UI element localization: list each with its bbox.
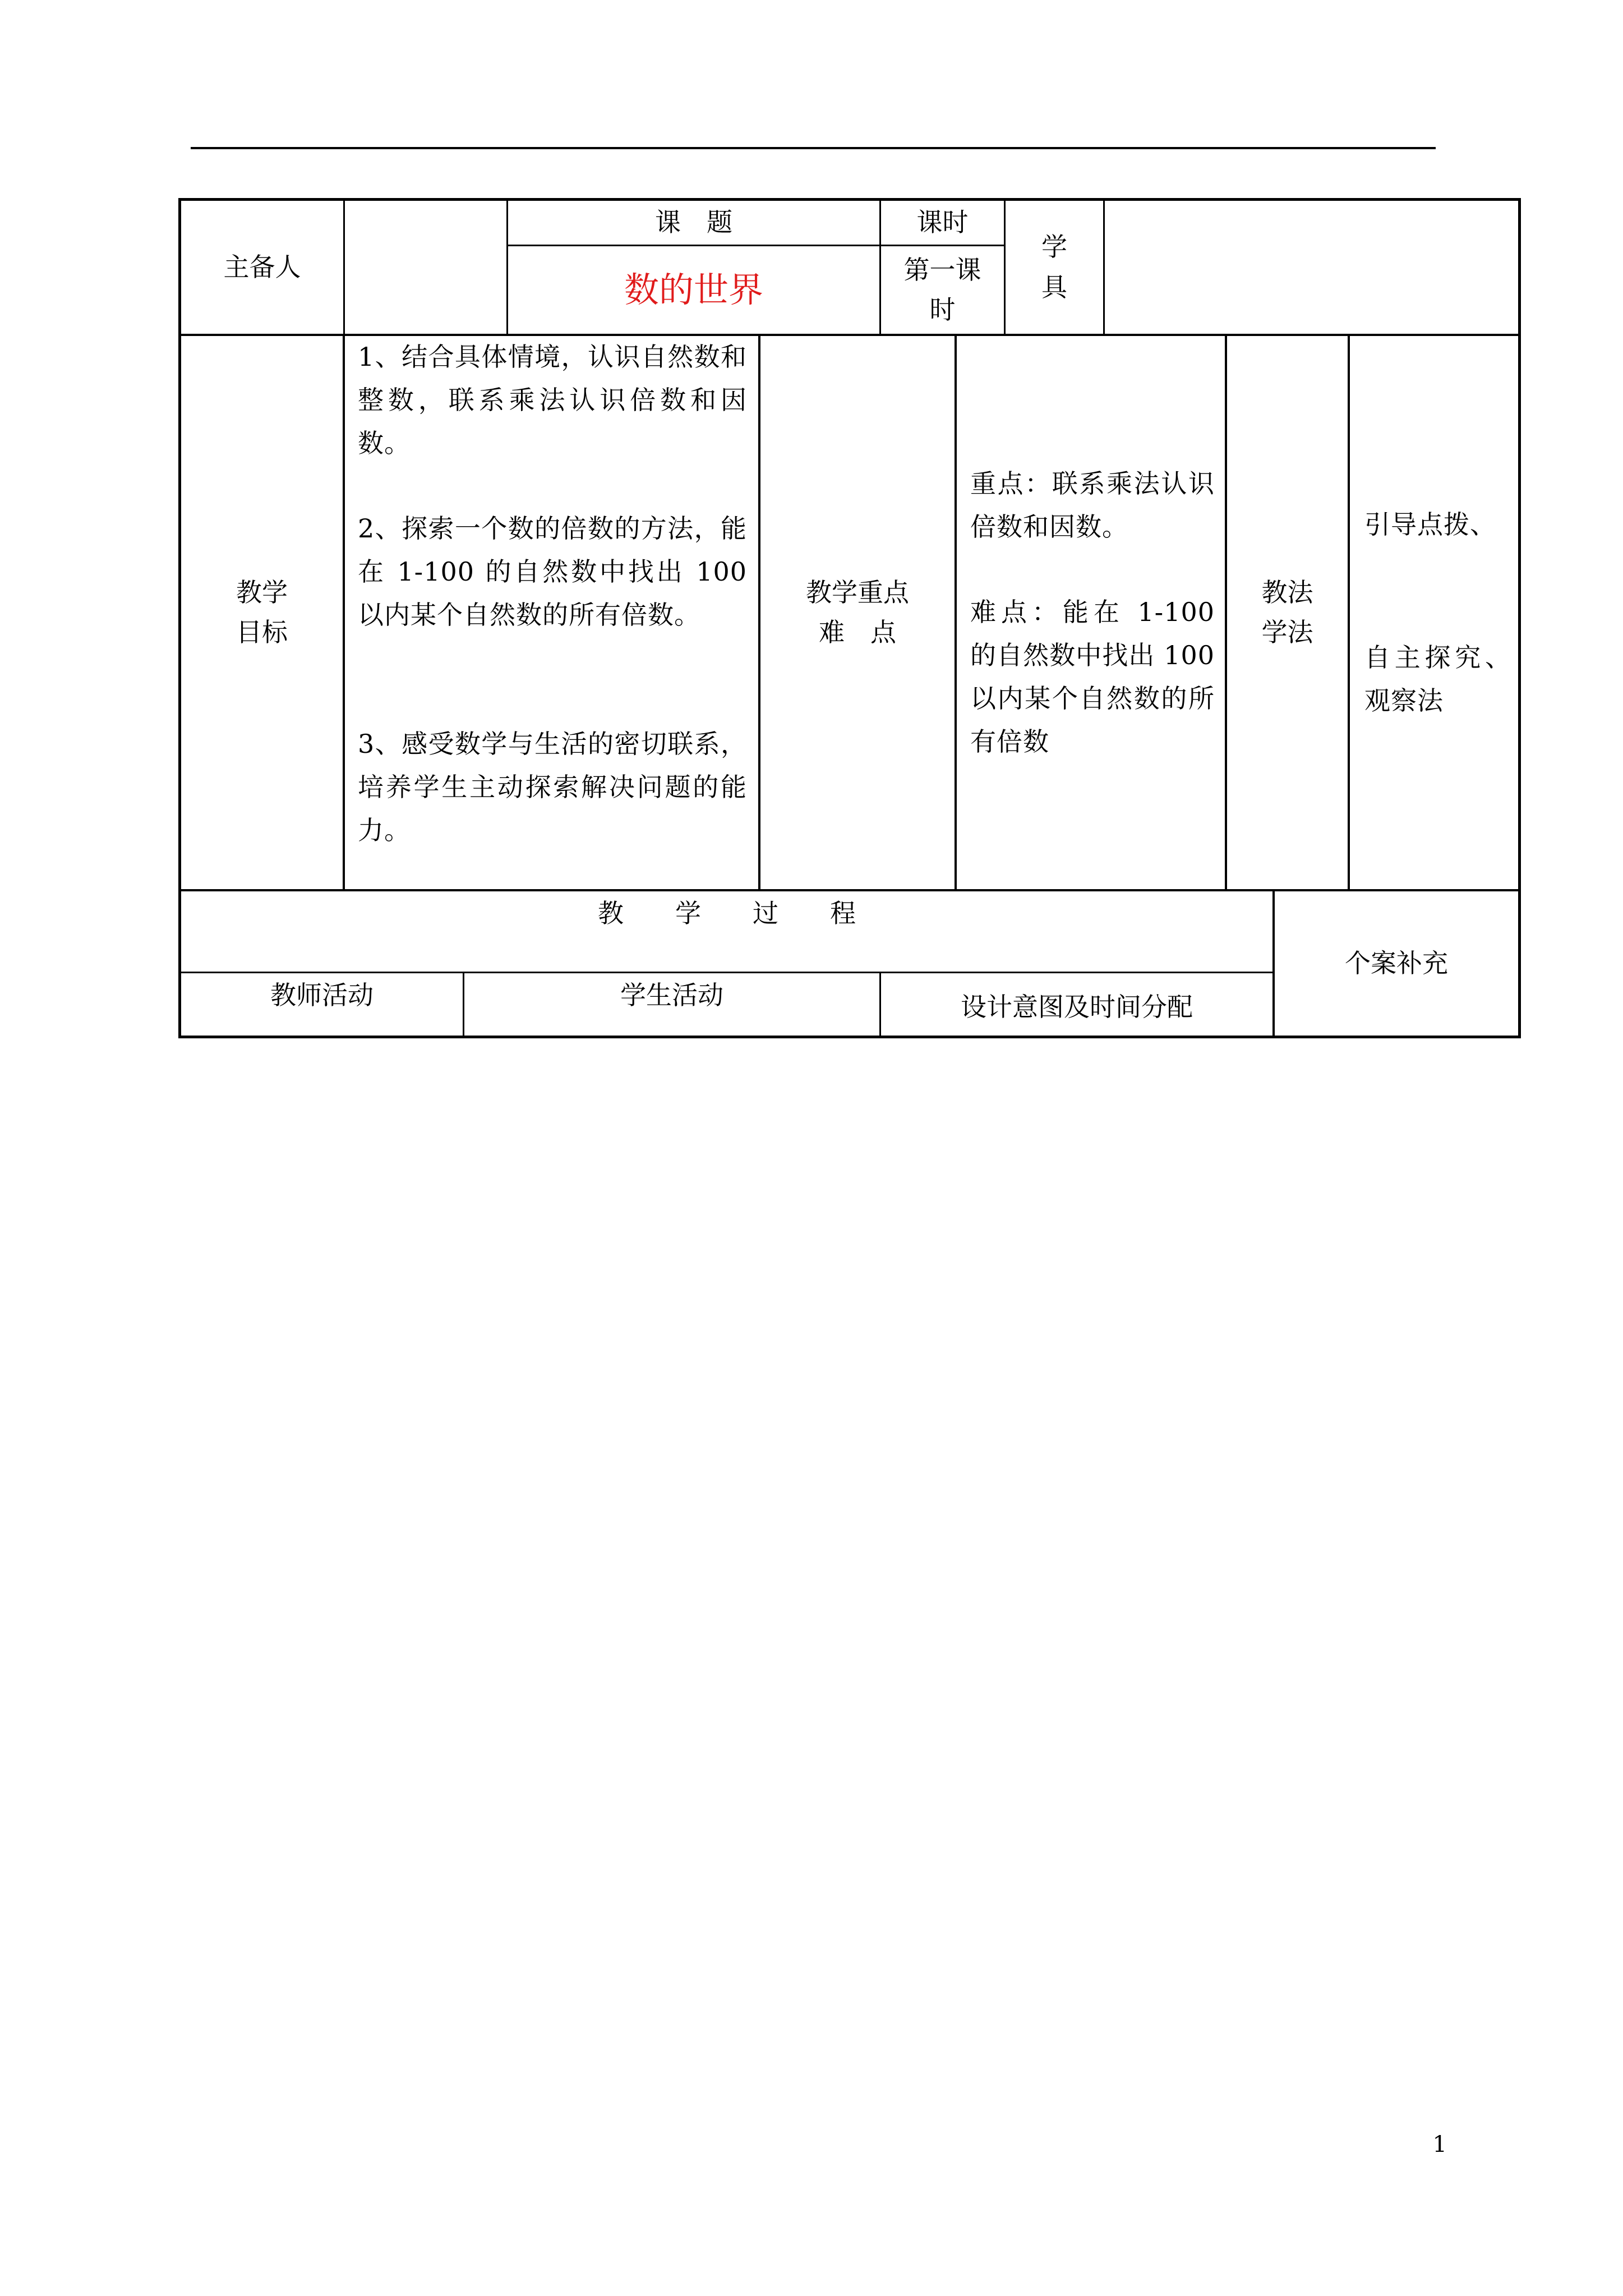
objective-item-1: 1、结合具体情境，认识自然数和整数，联系乘法认识倍数和因数。 — [358, 342, 747, 458]
objective-item-2: 2、探索一个数的倍数的方法，能在 1-100 的自然数中找出 100 以内某个自然数的所有倍数。 — [358, 513, 747, 630]
header-rule — [191, 147, 1436, 149]
table-border-bottom — [178, 1036, 1521, 1038]
process-title: 教 学 过 程 — [598, 898, 856, 929]
row2-col-e — [1348, 334, 1350, 890]
topic-label: 课 题 — [655, 207, 732, 238]
table-border-right — [1518, 198, 1521, 1038]
page-number: 1 — [1432, 2132, 1447, 2157]
methods-label: 教法 学法 — [1261, 577, 1313, 647]
period-label: 课时 — [916, 207, 969, 238]
keypoints-focus: 重点：联系乘法认识倍数和因数。 — [970, 468, 1215, 542]
period-value: 第一课 时 — [903, 254, 981, 325]
keypoints-label: 教学重点 难 点 — [806, 577, 909, 647]
student-activity-header: 学生活动 — [620, 980, 723, 1011]
preparer-value[interactable] — [345, 201, 506, 334]
tools-value[interactable] — [1105, 201, 1518, 334]
supplement-label: 个案补充 — [1345, 947, 1448, 978]
methods-line-2: 自主探究、观察法 — [1364, 642, 1511, 716]
topic-value: 数的世界 — [624, 269, 763, 310]
preparer-label: 主备人 — [223, 251, 301, 282]
teacher-activity-header: 教师活动 — [270, 980, 374, 1011]
objectives-label: 教学 目标 — [236, 577, 288, 647]
methods-line-1: 引导点拨、 — [1364, 509, 1496, 540]
design-header: 设计意图及时间分配 — [961, 991, 1193, 1022]
keypoints-difficulty: 难点：能在 1-100 的自然数中找出 100 以内某个自然数的所有倍数 — [970, 597, 1215, 757]
tools-label: 学 具 — [1041, 232, 1067, 302]
row2-col-c — [955, 334, 957, 890]
row2-col-a — [343, 334, 345, 890]
objective-item-3: 3、感受数学与生活的密切联系，培养学生主动探索解决问题的能力。 — [358, 729, 747, 845]
